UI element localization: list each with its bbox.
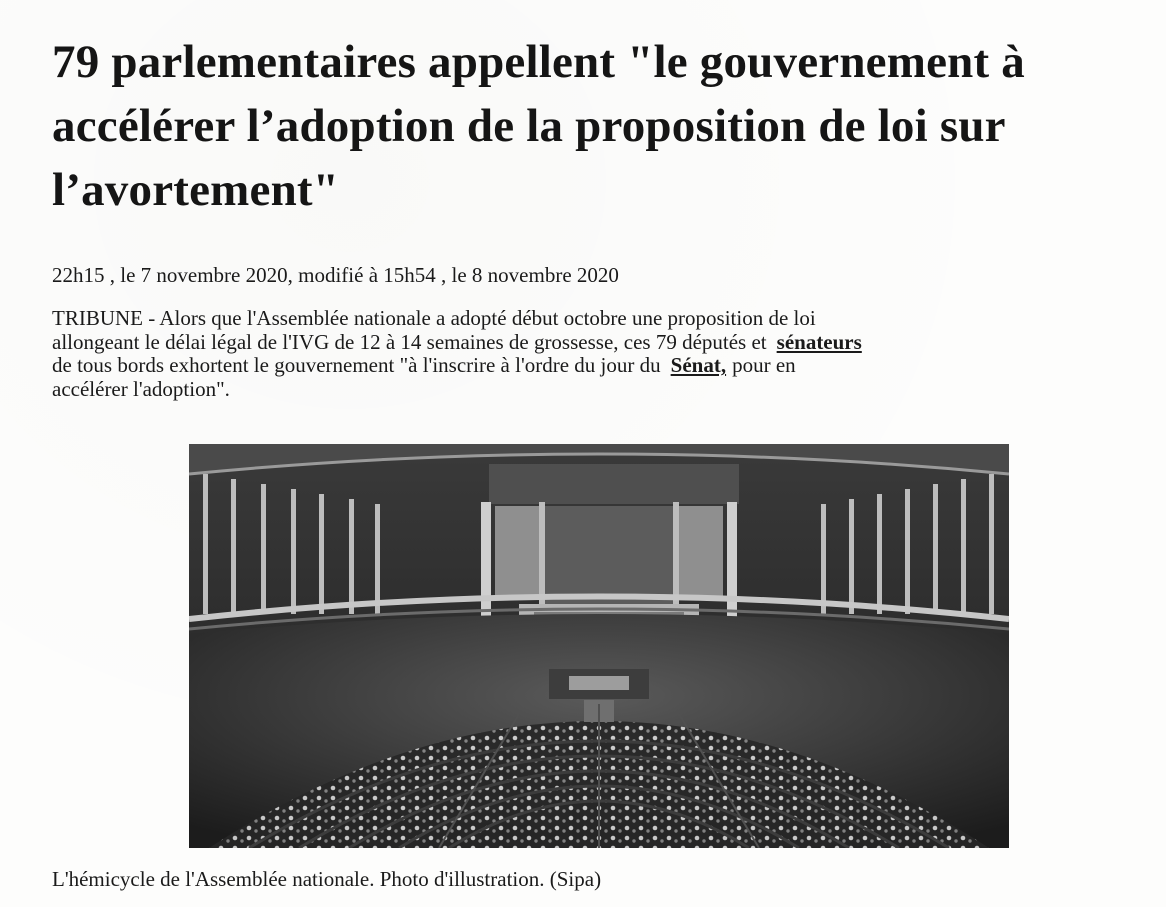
article-headline: 79 parlementaires appellent "le gouvernement à accélérer l’adoption de la proposition de loi sur l’avortement" [52,36,1025,216]
photo-caption: L'hémicycle de l'Assemblée nationale. Photo d'illustration. (Sipa) [52,867,602,891]
lead-line-2-text: allongeant le délai légal de l'IVG de 12 à 14 semaines de grossesse, ces 79 députés et [52,329,767,354]
lead-line-4: accélérer l'adoption". [52,376,230,401]
lead-line-3 [52,354,1157,378]
article-dateline: 22h15 , le 7 novembre 2020, modifié à 15h54 , le 8 novembre 2020 [52,263,619,287]
senateurs-link[interactable]: sénateurs [776,329,862,354]
senat-link[interactable]: Sénat, [670,353,727,377]
article-lead [52,307,1157,401]
lead-line-2 [52,331,1157,355]
lead-line-1: TRIBUNE - Alors que l'Assemblée nationale a adopté début octobre une proposition de loi [52,306,816,330]
hemicycle-photo [189,444,1009,848]
lead-line-3-text: de tous bords exhortent le gouvernement "à l'inscrire à l'ordre du jour du [52,353,661,377]
hemicycle-illustration [189,444,1009,848]
lead-line-3-after: pour en [732,353,796,377]
